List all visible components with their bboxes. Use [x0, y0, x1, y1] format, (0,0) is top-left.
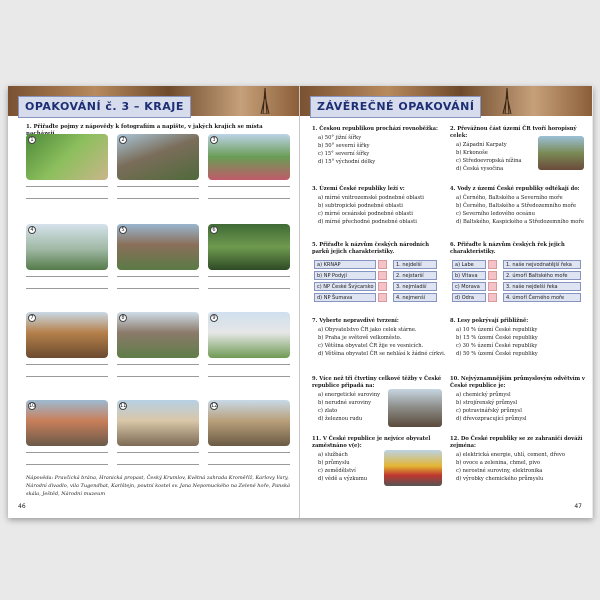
photo-10: 10 — [26, 400, 108, 446]
answer-box[interactable] — [488, 260, 497, 269]
option[interactable]: d) Česká vysočina — [456, 166, 504, 172]
hint-text: Nápověda: Pravčická brána, Hranická propast, Český Krumlov, Květná zahrada Kroměříž, Karlovy Vary, Národní divadlo, vila Tugendhat, Karlštejn, poutní kostel sv. Jana Nepomuckého na Zelené hoře, Panská skála, Ještěd, Národní muzeum — [26, 475, 290, 497]
photo-1: 1 — [26, 134, 108, 180]
answer-line[interactable] — [208, 276, 290, 277]
photo-4: 4 — [26, 224, 108, 270]
photo-7: 7 — [26, 312, 108, 358]
castle-ruin-photo — [538, 136, 584, 170]
left-page — [8, 86, 300, 518]
answer-line[interactable] — [117, 452, 199, 453]
answer-line[interactable] — [208, 376, 290, 377]
match-option: 3. nejmladší — [393, 282, 437, 291]
option[interactable]: b) Krkonoše — [456, 150, 488, 156]
national-parks-matching — [314, 260, 444, 306]
option[interactable]: b) ovoce a zelenina, chmel, pivo — [456, 460, 541, 466]
option[interactable]: a) elektrická energie, uhlí, cement, dřevo — [456, 452, 565, 458]
photo-2: 2 — [117, 134, 199, 180]
option[interactable]: c) zlato — [318, 408, 338, 414]
question-11: 11. V České republice je nejvíce obyvatel zaměstnáno v(e): a) službách b) průmyslu c) zemědělství d) vědě a výzkumu — [312, 436, 446, 483]
match-option: 3. naše nejdelší řeka — [503, 282, 581, 291]
page-number: 46 — [18, 503, 26, 510]
option[interactable]: b) Černého, Baltského a Středozemního moře — [456, 203, 577, 209]
option[interactable]: b) 50° severní šířky — [318, 143, 370, 149]
option[interactable]: d) železnou rudu — [318, 416, 363, 422]
question-4: 4. Vody z území České republiky odtékají do: a) Černého, Baltského a Severního moře b) Černého, Baltského a Středozemního moře c) Severního ledového oceánu d) Baltského, Kaspického a Středozemního moře — [450, 186, 590, 226]
answer-line[interactable] — [26, 276, 108, 277]
answer-line[interactable] — [208, 464, 290, 465]
option[interactable]: a) 50° jižní šířky — [318, 135, 362, 141]
photo-6: 6 — [208, 224, 290, 270]
answer-line[interactable] — [208, 288, 290, 289]
option[interactable]: a) službách — [318, 452, 348, 458]
option[interactable]: c) zemědělství — [318, 468, 356, 474]
option[interactable]: a) chemický průmysl — [456, 392, 511, 398]
excavator-photo — [388, 389, 442, 427]
match-item: c) NP České Švýcarsko — [314, 282, 376, 291]
option[interactable]: a) energetické suroviny — [318, 392, 381, 398]
eiffel-tower-icon — [258, 88, 272, 114]
option[interactable]: d) výrobky chemického průmyslu — [456, 476, 544, 482]
match-item: a) Labe — [452, 260, 486, 269]
question-3: 3. Území České republiky leží v: a) mírné vnitrozemské podnebné oblasti b) subtropické podnebné oblasti c) mírné oceánské podnebné oblasti d) mírné přechodné podnebné oblasti — [312, 186, 446, 226]
answer-box[interactable] — [378, 260, 387, 269]
option[interactable]: a) Obyvatelstvo ČR jako celek stárne. — [318, 327, 417, 333]
question-10: 10. Nejvýznamnějším průmyslovým odvětvím v České republice je: a) chemický průmysl b) strojírenský průmysl c) potravinářský průmysl d) dřevozpracující průmysl — [450, 376, 590, 423]
answer-box[interactable] — [488, 293, 497, 302]
option[interactable]: a) Černého, Baltského a Severního moře — [456, 195, 563, 201]
train-photo — [384, 450, 442, 486]
page-title: OPAKOVÁNÍ č. 3 – KRAJE — [18, 96, 191, 118]
answer-line[interactable] — [26, 186, 108, 187]
answer-line[interactable] — [26, 452, 108, 453]
match-option: 4. nejmenší — [393, 293, 437, 302]
question-1: 1. Českou republikou prochází rovnoběžka: a) 50° jižní šířky b) 50° severní šířky c) 15° severní šířky d) 15° východní délky — [312, 126, 446, 166]
answer-line[interactable] — [117, 376, 199, 377]
photo-12: 12 — [208, 400, 290, 446]
option[interactable]: a) mírné vnitrozemské podnebné oblasti — [318, 195, 424, 201]
answer-line[interactable] — [26, 376, 108, 377]
eiffel-tower-icon — [500, 88, 514, 114]
answer-line[interactable] — [117, 364, 199, 365]
answer-line[interactable] — [26, 288, 108, 289]
answer-box[interactable] — [488, 271, 497, 280]
option[interactable]: b) 15 % území České republiky — [456, 335, 538, 341]
answer-line[interactable] — [117, 186, 199, 187]
photo-5: 5 — [117, 224, 199, 270]
answer-line[interactable] — [26, 198, 108, 199]
photo-3: 3 — [208, 134, 290, 180]
option[interactable]: a) 10 % území České republiky — [456, 327, 538, 333]
answer-line[interactable] — [208, 198, 290, 199]
book-spread — [8, 86, 593, 518]
option[interactable]: d) 15° východní délky — [318, 159, 376, 165]
option[interactable]: c) potravinářský průmysl — [456, 408, 522, 414]
page-title: ZÁVĚREČNÉ OPAKOVÁNÍ — [310, 96, 481, 118]
answer-line[interactable] — [208, 186, 290, 187]
photo-8: 8 — [117, 312, 199, 358]
answer-line[interactable] — [117, 276, 199, 277]
match-item: d) Odra — [452, 293, 486, 302]
answer-line[interactable] — [117, 198, 199, 199]
option[interactable]: d) mírné přechodné podnebné oblasti — [318, 219, 417, 225]
match-option: 1. naše nejvodnatější řeka — [503, 260, 581, 269]
question-7: 7. Vyberte nepravdivé tvrzení: a) Obyvatelstvo ČR jako celek stárne. b) Praha je světově velkoměsto. c) Většina obyvatel ČR žije ve vesnicích. d) Většina obyvatel ČR se nehlásí k žádné církvi. — [312, 318, 446, 357]
answer-line[interactable] — [208, 364, 290, 365]
answer-line[interactable] — [208, 452, 290, 453]
match-option: 4. úmoří Černého moře — [503, 293, 581, 302]
match-item: b) NP Podyjí — [314, 271, 376, 280]
photo-11: 11 — [117, 400, 199, 446]
option[interactable]: c) mírné oceánské podnebné oblasti — [318, 211, 413, 217]
match-item: a) KRNAP — [314, 260, 376, 269]
task-instruction: 1. Přiřaďte pojmy z nápovědy k fotografiím a napište, v jakých krajích se místa — [26, 124, 263, 130]
option[interactable]: d) Baltského, Kaspického a Středozemního moře — [456, 219, 584, 225]
match-item: c) Morava — [452, 282, 486, 291]
option[interactable]: c) 30 % území České republiky — [456, 343, 538, 349]
answer-box[interactable] — [378, 293, 387, 302]
rivers-matching — [452, 260, 586, 306]
question-2: 2. Převážnou část území ČR tvoří horopisný celek: a) Západní Karpaty b) Krkonoše c) Středoevropská nížina d) Česká vysočina — [450, 126, 590, 173]
option[interactable]: c) Středoevropská nížina — [456, 158, 522, 164]
option[interactable]: c) 15° severní šířky — [318, 151, 370, 157]
answer-box[interactable] — [378, 271, 387, 280]
page-number: 47 — [574, 503, 582, 510]
match-item: b) Vltava — [452, 271, 486, 280]
option[interactable]: d) vědě a výzkumu — [318, 476, 368, 482]
option[interactable]: c) nerostné suroviny, elektronika — [456, 468, 543, 474]
answer-line[interactable] — [117, 288, 199, 289]
option[interactable]: b) Praha je světově velkoměsto. — [318, 335, 402, 341]
question-12: 12. Do České republiky se ze zahraničí dováží zejména: a) elektrická energie, uhlí, cement, dřevo b) ovoce a zelenina, chmel, pivo c) nerostné suroviny, elektronika d) výrobky chemického průmyslu — [450, 436, 590, 483]
question-5: 5. Přiřaďte k názvům českých národních parků jejich charakteristiky. — [312, 242, 429, 255]
answer-line[interactable] — [26, 464, 108, 465]
answer-line[interactable] — [26, 364, 108, 365]
match-option: 1. nejdelší — [393, 260, 437, 269]
match-option: 2. úmoří Baltského moře — [503, 271, 581, 280]
option[interactable]: d) Většina obyvatel ČR se nehlásí k žádné církvi. — [318, 351, 446, 357]
option[interactable]: b) nerudné suroviny — [318, 400, 372, 406]
answer-box[interactable] — [378, 282, 387, 291]
option[interactable]: b) subtropické podnebné oblasti — [318, 203, 403, 209]
question-6: 6. Přiřaďte k názvům českých řek jejich charakteristiky. — [450, 242, 565, 255]
option[interactable]: b) strojírenský průmysl — [456, 400, 518, 406]
option[interactable]: d) 50 % území České republiky — [456, 351, 538, 357]
option[interactable]: c) Většina obyvatel ČR žije ve vesnicích. — [318, 343, 424, 349]
option[interactable]: b) průmyslu — [318, 460, 350, 466]
option[interactable]: d) dřevozpracující průmysl — [456, 416, 527, 422]
answer-box[interactable] — [488, 282, 497, 291]
question-8: 8. Lesy pokrývají přibližně: a) 10 % území České republiky b) 15 % území České republiky c) 30 % území České republiky d) 50 % území České republiky — [450, 318, 590, 358]
photo-9: 9 — [208, 312, 290, 358]
question-9: 9. Více než tři čtvrtiny celkové těžby v České republice připadá na: a) energetické suroviny b) nerudné suroviny c) zlato d) železnou rudu — [312, 376, 446, 423]
option[interactable]: a) Západní Karpaty — [456, 142, 507, 148]
answer-line[interactable] — [117, 464, 199, 465]
option[interactable]: c) Severního ledového oceánu — [456, 211, 535, 217]
match-item: d) NP Šumava — [314, 293, 376, 302]
match-option: 2. nejstarší — [393, 271, 437, 280]
right-page — [300, 86, 592, 518]
